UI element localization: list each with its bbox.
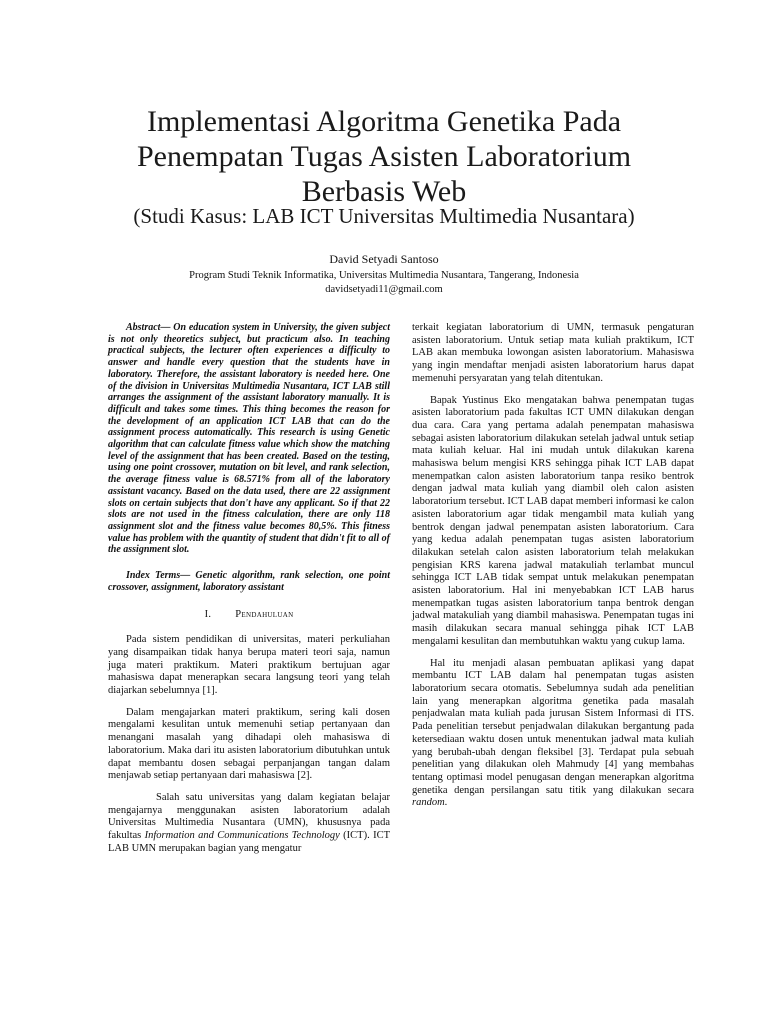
paragraph-italic-text: Information and Communications Technology bbox=[144, 830, 340, 842]
section-heading bbox=[108, 609, 390, 622]
section-title: Pendahuluan bbox=[235, 609, 294, 621]
paragraph-text: Hal itu menjadi alasan pembuatan aplikasi yang dapat membantu ICT LAB dalam hal penempatan tugas asisten laboratorium secara otomatis. Sebelumnya sudah ada penelitian lain yang menerapkan algoritma genetika pada masalah penjadwalan mata kuliah pada jurusan Sistem Informasi di ITS. Pada penelitian tersebut penjadwalan dilakukan bergantung pada ketersediaan waktu dosen untuk menentukan jadwal mata kuliah yang berubah-ubah dengan fleksibel [3]. Terdapat pula sebuah penelitian yang dilakukan oleh Mahmudy [4] yang membahas tentang optimasi model penugasan dengan menerapkan algoritma genetika dengan persilangan satu titik yang dilakukan secara bbox=[412, 657, 694, 796]
paragraph: Bapak Yustinus Eko mengatakan bahwa penempatan tugas asisten laboratorium pada fakultas ICT UMN dilakukan dengan dua cara. Cara yang pertama adalah penempatan mahasiswa sebagai asisten laboratorium dilakukan setelah jadwal untuk setiap mata kuliah keluar. Hal ini mudah untuk dilakukan karena mahasiswa belum mengisi KRS sehingga pihak ICT LAB dapat menempatkan calon asisten laboratorium tanpa resiko bentrok dengan jadwal mata kuliah yang diambil oleh calon asisten laboratorium tersebut. ICT LAB dapat memberi informasi ke calon asisten laboratorium agar tidak mengambil mata kuliah yang bentrok dengan jadwal penempatan asisten laboratorium. Cara yang kedua adalah penempatan tugas asisten laboratorium dilakukan setelah calon asisten laboratorium telah melakukan pengisian KRS karena jadwal matakuliah terlambat muncul sehingga ICT LAB tidak sempat untuk melakukan penempatan asisten laboratorium. Hal ini menyebabkan ICT LAB harus menempatkan tugas asisten laboratorium tanpa bentrok dengan jadwal matakuliah yang diambil mahasiswa. Penempatan tugas ini masih dilakukan secara manual sehingga pihak ICT LAB mengalami kesulitan dan membutuhkan waktu yang cukup lama. bbox=[412, 394, 694, 647]
index-terms-label: Index Terms— bbox=[126, 570, 191, 582]
title-line-3: Berbasis Web bbox=[301, 175, 467, 208]
author-email: davidsetyadi11@gmail.com bbox=[325, 284, 443, 295]
author-affiliation: Program Studi Teknik Informatika, Universitas Multimedia Nusantara, Tangerang, Indonesia bbox=[189, 270, 579, 281]
paper-subtitle: (Studi Kasus: LAB ICT Universitas Multimedia Nusantara) bbox=[133, 204, 635, 228]
abstract-text: On education system in University, the given subject is not only theoretics subject, but practicum also. In teaching practical subjects, the lecturer often experiences a difficulty to answer and handle every question that the students have in laboratory. Therefore, the assistant laboratory is needed here. One of the division in Universitas Multimedia Nusantara, ICT LAB still arranges the assignment of the assistant laboratory manually. It is difficult and takes some times. This thing becomes the reason for the development of an application ICT LAB that can do the assignment process automatically. This research is using Genetic algorithm that can calculate fitness value which show the matching level of the assignment that has been created. Based on the testing, using one point crossover, mutation on bit level, and rank selection, the average fitness value is 68.571% from all of the laboratory assistant vacancy. Based on the data used, there are 22 assignment slots on certain subjects that don't have any applicant. So if that 22 slots are not used in the fitness calculation, there are only 118 assignment slot and the fitness value becomes 80,5%. This fitness value has problem with the quantity of student that didn't fit to all of the assignment slot. bbox=[108, 322, 390, 556]
abstract bbox=[108, 322, 390, 556]
left-column bbox=[108, 322, 390, 855]
paragraph-italic-text: random bbox=[412, 797, 445, 809]
paragraph bbox=[412, 658, 694, 810]
paragraph: Dalam mengajarkan materi praktikum, sering kali dosen mengalami kesulitan untuk memenuhi setiap pertanyaan dan menangani masalah yang dihadapi oleh mahasiswa di laboratorium. Maka dari itu asisten laboratorium dibutuhkan untuk dapat membantu dosen sebagai perpanjangan tangan dalam menjawab setiap pertanyaan dari mahasiswa [2]. bbox=[108, 706, 390, 782]
paragraph bbox=[108, 792, 390, 856]
paragraph: Pada sistem pendidikan di universitas, materi perkuliahan yang disampaikan tidak hanya berupa materi teori saja, namun juga materi praktikum. Materi praktikum bertujuan agar mahasiswa dapat menerapkan secara langsung teori yang telah diajarkan sebelumnya [1]. bbox=[108, 634, 390, 696]
paragraph-text: . bbox=[444, 797, 448, 809]
title-line-2: Penempatan Tugas Asisten Laboratorium bbox=[136, 140, 632, 173]
section-number: I. bbox=[204, 609, 212, 621]
paragraph-text: Salah satu universitas yang dalam kegiatan belajar mengajarnya menggunakan asisten laboratorium adalah Universitas Multimedia Nusantara (UMN), khususnya pada fakultas bbox=[108, 791, 390, 842]
index-terms-text: Genetic algorithm, rank selection, one point crossover, assignment, laboratory assistant bbox=[108, 570, 390, 593]
index-terms bbox=[108, 570, 390, 593]
title-line-1: Implementasi Algoritma Genetika Pada bbox=[146, 105, 622, 138]
right-column bbox=[412, 322, 694, 810]
paper-title bbox=[0, 104, 768, 209]
author-name: David Setyadi Santoso bbox=[329, 252, 439, 266]
paragraph-text: (ICT). ICT LAB UMN merupakan bagian yang mengatur bbox=[108, 830, 390, 854]
abstract-label: Abstract— bbox=[126, 322, 171, 333]
paragraph: terkait kegiatan laboratorium di UMN, termasuk pengaturan asisten laboratorium. Untuk setiap mata kuliah praktikum, ICT LAB akan membuka lowongan asisten laboratorium. Mahasiswa yang ingin mendaftar menjadi asisten laboratorium harus dapat memenuhi persyaratan yang telah ditentukan. bbox=[412, 322, 694, 384]
